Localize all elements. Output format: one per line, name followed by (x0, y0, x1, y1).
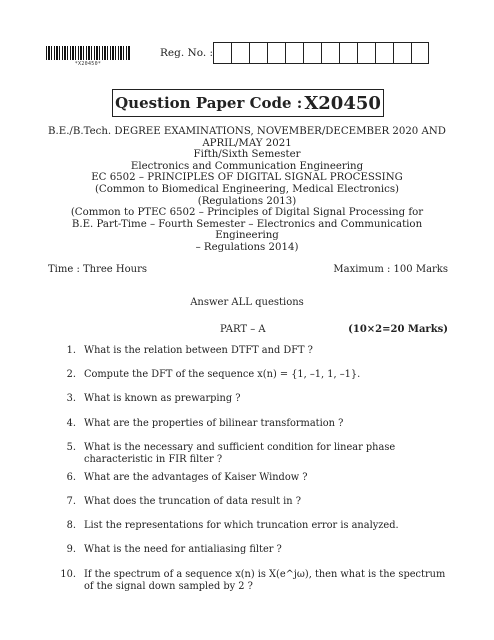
question-text: What is the necessary and sufficient condition for linear phase characteristic in FIR filter ? (84, 441, 396, 465)
question-text: What is known as prewarping ? (84, 393, 241, 405)
barcode-text: *X20450* (74, 61, 102, 67)
question-list (46, 345, 456, 599)
reg-no-digit-box (357, 42, 375, 64)
question-item (46, 544, 456, 568)
header-line: (Common to PTEC 6502 – Principles of Digital Signal Processing for (70, 207, 424, 219)
reg-no-digit-box (375, 42, 393, 64)
question-number: 10. (60, 568, 76, 580)
question-item (46, 472, 456, 496)
reg-no-digit-box (231, 42, 249, 64)
qpc-label: Question Paper Code : (115, 94, 303, 112)
question-paper-code-box (112, 89, 384, 117)
reg-no-digit-box (249, 42, 267, 64)
reg-no-label: Reg. No. : (160, 47, 214, 59)
part-marks: (10×2=20 Marks) (348, 324, 448, 335)
header-line: (Regulations 2013) (197, 195, 297, 207)
reg-no-digit-box (411, 42, 429, 64)
reg-no-digit-box (213, 42, 231, 64)
reg-no-digit-box (267, 42, 285, 64)
question-item (46, 418, 456, 442)
instruction: Answer ALL questions (190, 297, 304, 308)
exam-duration: Time : Three Hours (48, 264, 147, 275)
reg-no-digit-box (285, 42, 303, 64)
question-item (46, 369, 456, 393)
question-number: 5. (66, 441, 76, 453)
header-line: APRIL/MAY 2021 (202, 137, 292, 149)
header-line: EC 6502 – PRINCIPLES OF DIGITAL SIGNAL PROCESSING (91, 172, 403, 184)
question-item (46, 345, 456, 369)
question-text: What is the relation between DTFT and DFT ? (84, 345, 313, 356)
question-number: 3. (66, 393, 76, 405)
reg-no-digit-box (303, 42, 321, 64)
question-number: 6. (66, 471, 76, 483)
header-line: Electronics and Communication Engineering (130, 160, 364, 172)
question-text: Compute the DFT of the sequence x(n) = {1, –1, 1, –1}. (84, 369, 361, 381)
barcode-image (46, 46, 130, 60)
reg-no-digit-box (393, 42, 411, 64)
reg-no-boxes (213, 42, 429, 64)
question-item (46, 496, 456, 520)
question-number: 2. (66, 369, 76, 381)
header-line: B.E. Part-Time – Fourth Semester – Electronics and Communication Engineering (71, 218, 423, 242)
question-text: List the representations for which truncation error is analyzed. (84, 520, 399, 532)
exam-header (40, 126, 454, 254)
part-heading: PART – A (220, 324, 266, 335)
header-line: (Common to Biomedical Engineering, Medical Electronics) (94, 183, 400, 195)
question-item (46, 442, 456, 472)
question-text: What does the truncation of data result in ? (84, 495, 301, 507)
question-number: 9. (66, 544, 76, 556)
question-number: 8. (66, 520, 76, 532)
header-line: B.E./B.Tech. DEGREE EXAMINATIONS, NOVEMBER/DECEMBER 2020 AND (48, 126, 446, 137)
question-number: 7. (66, 495, 76, 507)
reg-no-digit-box (339, 42, 357, 64)
maximum-marks: Maximum : 100 Marks (333, 264, 448, 275)
question-text: What are the properties of bilinear transformation ? (84, 417, 344, 429)
question-number: 4. (66, 417, 76, 429)
question-number: 1. (66, 345, 76, 356)
reg-no-digit-box (321, 42, 339, 64)
header-line: – Regulations 2014) (195, 241, 299, 253)
question-text: What is the need for antialiasing filter ? (84, 544, 282, 556)
question-item (46, 569, 456, 599)
question-text: If the spectrum of a sequence x(n) is X(e^jω), then what is the spectrum of the signal down sampled by 2 ? (84, 568, 446, 592)
question-item (46, 393, 456, 417)
question-item (46, 520, 456, 544)
header-line: Fifth/Sixth Semester (193, 149, 301, 161)
question-text: What are the advantages of Kaiser Window ? (84, 471, 308, 483)
qpc-code: X20450 (304, 92, 381, 114)
